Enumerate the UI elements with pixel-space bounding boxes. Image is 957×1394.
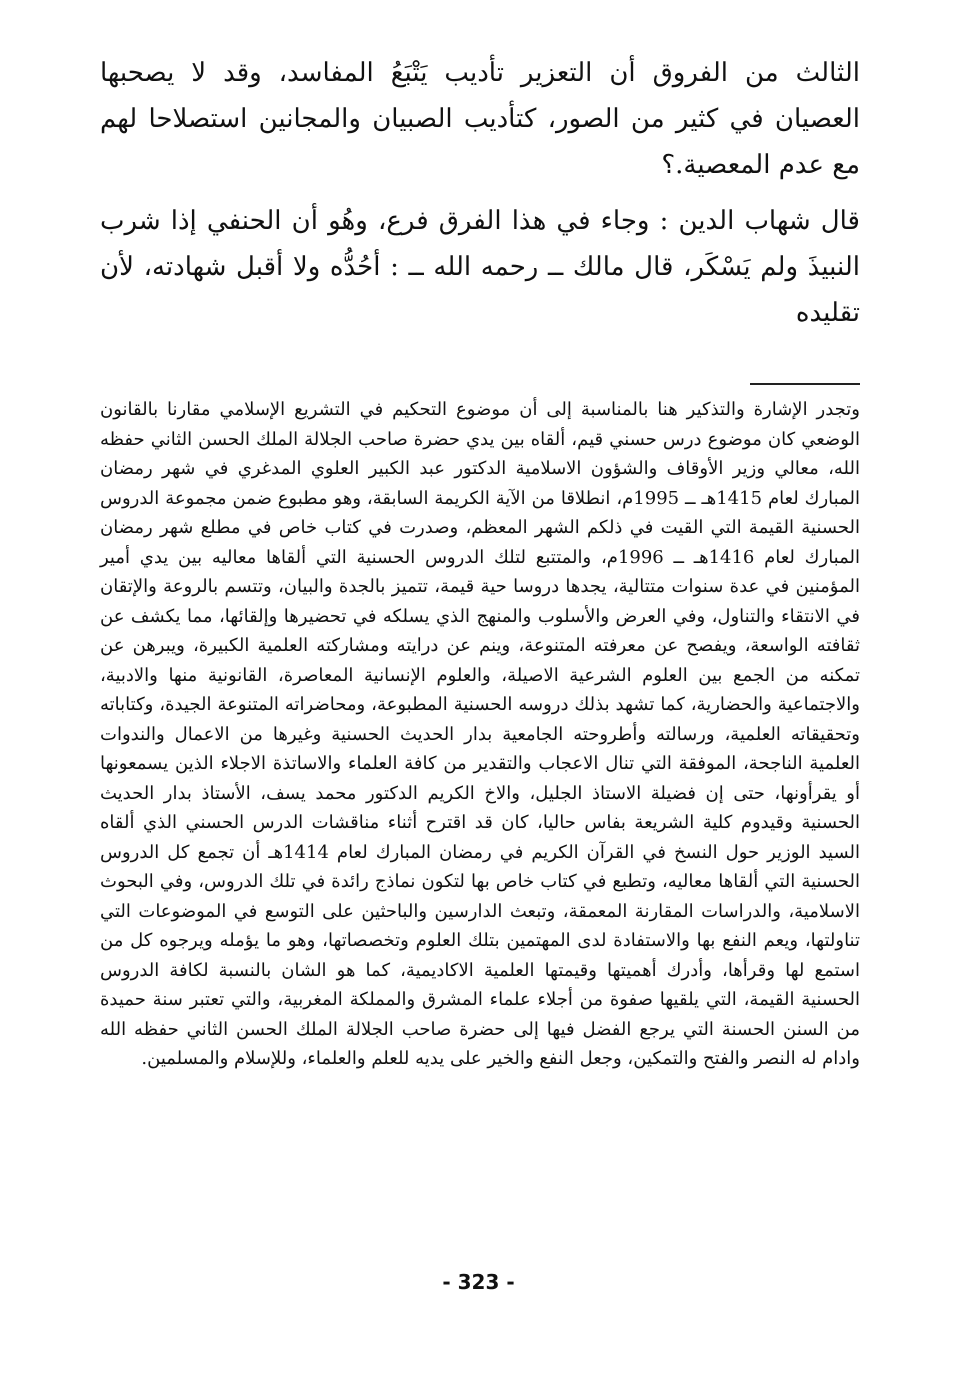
page-number: - 323 - — [442, 1270, 515, 1294]
footnote-text: وتجدر الإشارة والتذكير هنا بالمناسبة إلى أن موضوع التحكيم في التشريع الإسلامي مقارنا بالقانون الوضعي كان موضوع درس حسني قيم، ألقاه بين يدي حضرة صاحب الجلالة الملك الحسن الثاني حفظه الله، معالي وزير الأوقاف والشؤون الاسلامية الدكتور عبد الكبير العلوي المدغري في شهر رمضان المبارك لعام 1415هـ ــ 1995م، انطلاقا من الآية الكريمة السابقة، وهو مطبوع ضمن مجموعة الدروس الحسنية القيمة التي القيت في ذلكم الشهر المعظم، وصدرت في كتاب خاص في مطلع شهر رمضان المبارك لعام 1416هـ ــ 1996م، والمتتبع لتلك الدروس الحسنية التي ألقاها معاليه بين يدي أمير المؤمنين في عدة سنوات متتالية، يجدها دروسا حية قيمة، تتميز بالجدة والبيان، وتتسم بالروعة والإتقان في الانتقاء والتناول، وفي العرض والأسلوب والمنهج الذي يسلكه في تحضيرها وإلقائها، مما يكشف عن ثقافته الواسعة، ويفصح عن معرفته المتنوعة، وينم عن درايته ومشاركته العلمية الكبيرة، ويبرهن عن تمكنه من الجمع بين العلوم الشرعية الاصيلة، والعلوم الإنسانية المعاصرة، القانونية منها والادبية، والاجتماعية والحضارية، كما تشهد بذلك دروسه الحسنية المطبوعة، ومحاضراته المتنوعة الجيدة، وكتاباته وتحقيقاته العلمية، ورسالته وأطروحته الجامعية بدار الحديث الحسنية وغيرها من الاعمال والندوات العلمية الناجحة، الموفقة التي تنال الاعجاب والتقدير من كافة العلماء والاساتذة الاجلاء الذين يسمعونها أو يقرأونها، حتى إن فضيلة الاستاذ الجليل، والاخ الكريم الدكتور محمد يسف، الأستاذ بدار الحديث الحسنية وقيدوم كلية الشريعة بفاس حاليا، كان قد اقترح أثناء مناقشات الدرس الحسني الذي ألقاه السيد الوزير حول النسخ في القرآن الكريم في رمضان المبارك لعام 1414هـ أن تجمع كل الدروس الحسنية التي ألقاها معاليه، وتطبع في كتاب خاص بها لتكون نماذج رائدة في تلك الدروس، وفي البحوث الاسلامية، والدراسات المقارنة المعمقة، وتبعث الدارسين والباحثين على التوسع في الموضوعات التي تناولتها، ويعم النفع بها والاستفادة لدى المهتمين بتلك العلوم وتخصصاتها، وهو ما يؤمله ويرجوه كل من استمع لها وقرأها، وأدرك أهميتها وقيمتها العلمية الاكاديمية، كما هو الشان بالنسبة لكافة الدروس الحسنية القيمة، التي يلقيها صفوة من أجلاء علماء المشرق والمملكة المغربية، والتي تعتبر سنة حميدة من السنن الحسنة التي يرجع الفضل فيها إلى حضرة صاحب الجلالة الملك الحسن الثاني حفظه الله وادام له النصر والفتح والتمكين، وجعل النفع والخير على يديه للعلم والعلماء، وللإسلام والمسلمين. — [100, 399, 861, 1069]
footnote-separator — [750, 383, 860, 385]
main-text-block — [100, 50, 860, 336]
main-paragraph-2: قال شهاب الدين : وجاء في هذا الفرق فرع، وهُو أن الحنفي إذا شرب النبيذَ ولم يَسْكَر، قال مالك ــ رحمه الله ــ : أحُدُّه ولا أقبل شهادته، لأن تقليده — [100, 206, 860, 328]
main-paragraph-1: الثالث من الفروق أن التعزير تأديب يَتْبَعُ المفاسد، وقد لا يصحبها العصيان في كثير من الصور، كتأديب الصبيان والمجانين استصلاحا لهم مع عدم المعصية.؟ — [100, 58, 860, 180]
